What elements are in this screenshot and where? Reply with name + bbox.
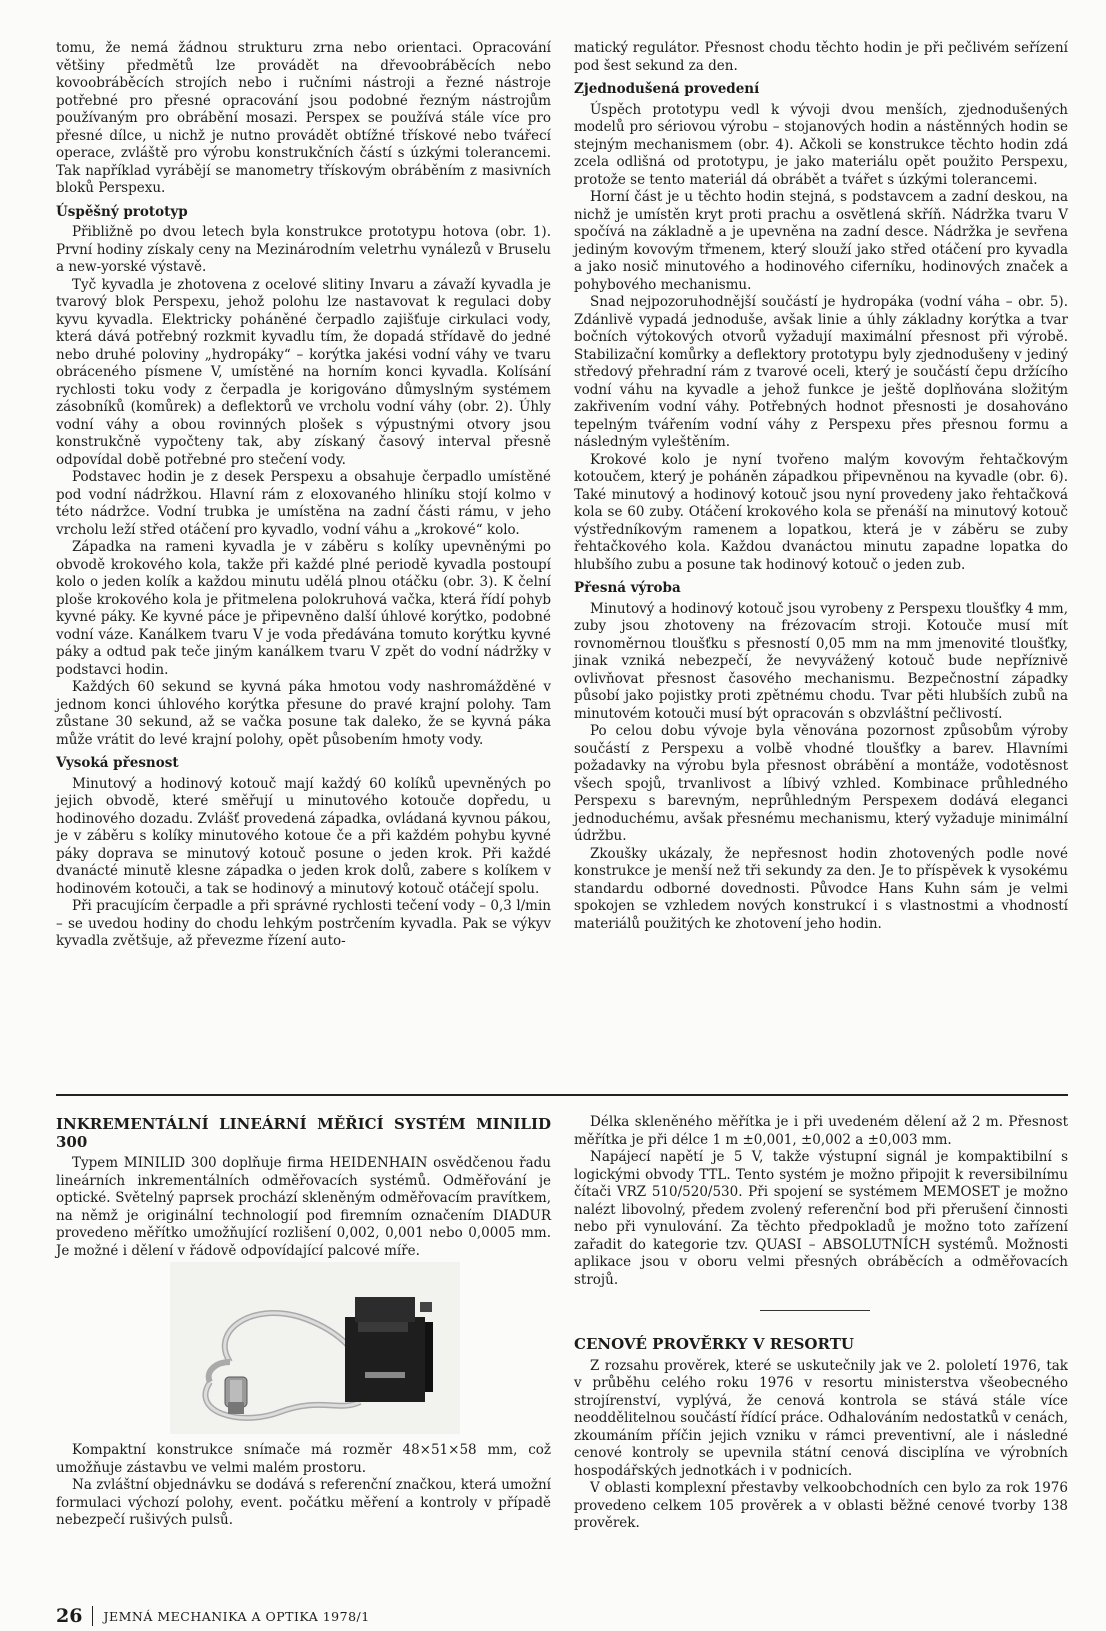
paragraph: matický regulátor. Přesnost chodu těchto hodin je při pečlivém seřízení pod šest sekund za den. — [574, 40, 1068, 74]
paragraph: Úspěch prototypu vedl k vývoji dvou menších, zjednodušených modelů pro sériovou výrobu – stojanových hodin a nástěnných hodin se stejným mechanismem (obr. 4). Ačkoli se konstrukce těchto hodin zdá zcela odlišná od prototypu, je jako materiálu opět použito Perspexu, protože se tento materiál dá obrábět a tvářet s úzkými tolerancemi. — [574, 101, 1068, 188]
paragraph: Přibližně po dvou letech byla konstrukce prototypu hotova (obr. 1). První hodiny získaly ceny na Mezinárodním veletrhu vynálezů v Bruselu a new-yorské výstavě. — [56, 224, 551, 275]
subheading-production: Přesná výroba — [574, 580, 681, 596]
paragraph: Při pracujícím čerpadle a při správné rychlosti tečení vody – 0,3 l/min – se uvedou hodiny do chodu lehkým postrčením kyvadla. Pak se výkyv kyvadla zvětšuje, až převezme řízení auto- — [56, 898, 551, 949]
paragraph: Horní část je u těchto hodin stejná, s podstavcem a zadní deskou, na nichž je umístěn kryt proti prachu a osvětlená skříň. Nádržka tvaru V spočívá na základně a je upevněna na zadní desce. Nádržka je sevřena jediným kovovým třmenem, který slouží jako střed otáčení pro kyvadla a jako nosič minutového a hodinového ciferníku, hodinových značek a pohybového mechanismu. — [574, 189, 1068, 293]
product-photo — [170, 1262, 460, 1434]
price-review-article — [574, 1336, 1068, 1533]
article-column-left — [56, 40, 551, 951]
paragraph: Napájecí napětí je 5 V, takže výstupní signál je kompaktibilní s logickými obvody TTL. Tento systém je možno připojit k reversibilnímu čítači VRZ 510/520/530. Při spojení se systémem MEMOSET je možno nalézt libovolný, předem zvolený referenční bod při přerušení činnosti nebo při vynulování. Za těchto předpokladů je možno toto zařízení zařadit do kategorie tzv. QUASI – ABSOLUTNÍCH systémů. Možnosti aplikace jsou v oboru velmi přesných obráběcích a odměřovacích strojů. — [574, 1149, 1068, 1288]
paragraph: Na zvláštní objednávku se dodává s referenční značkou, která umožní formulaci výchozí polohy, event. počátku měření a kontroly v případě nebezpečí rušivých pulsů. — [56, 1477, 551, 1528]
article-title-price-review: CENOVÉ PROVĚRKY V RESORTU — [574, 1335, 854, 1353]
paragraph: Typem MINILID 300 doplňuje firma HEIDENHAIN osvědčenou řadu lineárních inkrementálních odměřovacích systémů. Odměřování je optické. Světelný paprsek prochází skleněným odměřovacím pravítkem, na němž je originální technologií pod firemním označením DIADUR provedeno měřítko umožňující rozlišení 0,002, 0,001 nebo 0,0005 mm. Je možné i dělení v řádově odpovídající palcové míře. — [56, 1155, 551, 1259]
paragraph: Krokové kolo je nyní tvořeno malým kovovým řehtačkovým kotoučem, který je poháněn západkou připevněnou na kyvadle (obr. 6). Také minutový a hodinový kotouč jsou nyní provedeny jako řehtačková kola se 60 zuby. Otáčení krokového kola se přenáší na minutový kotouč výstředníkovým ramenem a lopatkou, která je v záběru se zuby řehtačkového kola. Každou dvanáctou minutu zapadne lopatka do hlubšího zubu a posune tak hodinový kotouč o jeden zub. — [574, 451, 1068, 573]
photo-caption — [56, 1442, 551, 1530]
page-footer — [56, 1605, 370, 1627]
paragraph: Zkoušky ukázaly, že nepřesnost hodin zhotovených podle nové konstrukce je menší než tři sekundy za den. Je to příspěvek k vysokému standardu odborné dovednosti. Původce Hans Kuhn sám je velmi spokojen se vzhledem nových konstrukcí i s vlastnostmi a vhodností materiálů použitých ke zhotovení jeho hodin. — [574, 845, 1068, 932]
paragraph: Minutový a hodinový kotouč mají každý 60 kolíků upevněných po jejich obvodě, které směřují u minutového kotouče dopředu, u hodinového dozadu. Zvlášť provedená západka, ovládaná kyvnou pákou, je v záběru s kolíky minutového kotoue če a při každém pohybu kyvné páky doprava se minutový kotouč posune o jeden krok. Při každé dvanácté minutě klesne západka o jeden krok dolů, zabere s kolíkem v hodinovém kotouči, a tak se hodinový a minutový kotouč otáčejí spolu. — [56, 775, 551, 897]
footer-separator — [92, 1606, 93, 1626]
paragraph: Kompaktní konstrukce snímače má rozměr 48×51×58 mm, což umožňuje zástavbu ve velmi malém prostoru. — [56, 1442, 551, 1476]
paragraph: Minutový a hodinový kotouč jsou vyrobeny z Perspexu tloušťky 4 mm, zuby jsou zhotoveny na frézovacím stroji. Kotouče musí mít rovnoměrnou tloušťku s přesností 0,05 mm na mm jmenovité tloušťky, jinak vzniká nebezpečí, že nevyvážený kotouč bude nepříznivě ovlivňovat přesnost časového mechanismu. Bezpečnostní západky působí jako pojistky proti zpětnému chodu. Tvar pěti hlubších zubů na minutovém kotouči musí být opracován s obzvláštní pečlivostí. — [574, 600, 1068, 722]
paragraph: tomu, že nemá žádnou strukturu zrna nebo orientaci. Opracování většiny předmětů lze provádět na dřevoobráběcích nebo kovoobráběcích strojích nebo i ručními nástroji a řezné nástroje potřebné pro přesné opracování jsou podobné řezným nástrojům používaným pro obrábění mosazi. Perspex se používá stále více pro přesné dílce, u nichž je nutno provádět obtížné třískové nebo tvářecí operace, zvláště pro výrobu konstrukčních částí s úzkými tolerancemi. Tak například vyrábějí se manometry třískovým obráběním z masivních bloků Perspexu. — [56, 40, 551, 196]
section-divider — [56, 1094, 1068, 1096]
minilid-article — [56, 1116, 551, 1260]
article-title-minilid: INKREMENTÁLNÍ LINEÁRNÍ MĚŘICÍ SYSTÉM MINILID 300 — [56, 1115, 551, 1151]
paragraph: V oblasti komplexní přestavby velkoobchodních cen bylo za rok 1976 provedeno celkem 105 prověrek a v oblasti běžné cenové tvorby 138 prověrek. — [574, 1480, 1068, 1531]
paragraph: Po celou dobu vývoje byla věnována pozornost způsobům výroby součástí z Perspexu a volbě vhodné tloušťky a barev. Hlavními požadavky na výrobu byla přesnost obrábění a montáže, vodotěsnost všech spojů, trvanlivost a líbivý vzhled. Kombinace průhledného Perspexu s barevným, neprůhledným Perspexem dodává eleganci jednoduchému, avšak přesnému mechanismu, který vyžaduje minimální údržbu. — [574, 723, 1068, 844]
subheading-prototype: Úspěšný prototyp — [56, 203, 188, 220]
paragraph: Západka na rameni kyvadla je v záběru s kolíky upevněnými po obvodě krokového kola, takže při každé plné periodě kyvadla postoupí kolo o jeden kolík a každou minutu udělá plnou otáčku (obr. 3). K čelní ploše krokového kola je přitmelena polokruhová vačka, která řídí pohyb kyvné páky. Ke kyvné páce je připevněno další úhlové korýtko, podobné vodní váze. Kanálkem tvaru V je voda předávána tomuto korýtku kyvné páky a odtud pak teče jiným kanálkem tvaru V zpět do vodní nádržky v podstavci hodin. — [56, 539, 551, 678]
journal-name: JEMNÁ MECHANIKA A OPTIKA 1978/1 — [103, 1608, 370, 1624]
subheading-simplified: Zjednodušená provedení — [574, 81, 760, 97]
article-column-right — [574, 40, 1068, 933]
paragraph: Délka skleněného měřítka je i při uvedeném dělení až 2 m. Přesnost měřítka je při délce 1 m ±0,001, ±0,002 a ±0,003 mm. — [574, 1114, 1068, 1148]
subheading-precision: Vysoká přesnost — [56, 755, 179, 771]
paragraph: Tyč kyvadla je zhotovena z ocelové slitiny Invaru a závaží kyvadla je tvarový blok Perspexu, jehož polohu lze nastavovat k regulaci doby kyvu kyvadla. Elektricky poháněné čerpadlo zajišťuje cirkulaci vody, která dává potřebný rozkmit kyvadlu tím, že dopadá střídavě do jedné nebo druhé poloviny „hydropáky“ – korýtka jakési vodní váhy ve tvaru obráceného písmene V, umístěné na horním konci kyvadla. Kolísání rychlosti toku vody z čerpadla je korigováno důmyslným systémem zásobníků (komůrek) a deflektorů ve vrcholu vodní váhy (obr. 2). Úhly vodní váhy a obou rovinných plošek s výpustnými otvory jsou konstrukčně vypočteny tak, aby získaný časový interval přesně odpovídal době potřebné pro stečení vody. — [56, 276, 551, 468]
paragraph: Každých 60 sekund se kyvná páka hmotou vody nashromážděné v jednom konci úhlového korýtka přesune do pravé krajní polohy. Tam zůstane 30 sekund, až se vačka posune tak daleko, že se kyvná páka může vrátit do levé krajní polohy, opět působením hmoty vody. — [56, 679, 551, 748]
encoder-photo-illustration — [170, 1262, 460, 1434]
minilid-article-continued — [574, 1114, 1068, 1289]
paragraph: Snad nejpozoruhodnější součástí je hydropáka (vodní váha – obr. 5). Zdánlivě vypadá jednoduše, avšak linie a úhly základny korýtka a tvar bočních výtokových otvorů vyžadují maximální přesnost při výrobě. Stabilizační komůrky a deflektory prototypu byly zjednodušeny v jediný středový přehradní rám z tvarové oceli, který je součástí čepu držícího vodní váhu na kyvadle a jehož funkce je ještě doplňována složitým zakřivením vodní váhy. Potřebných hodnot přesnosti je dosahováno tepelným tvářením vodní váhy z Perspexu přes přesnou formu a následným vyleštěním. — [574, 294, 1068, 450]
paragraph: Z rozsahu prověrek, které se uskutečnily jak ve 2. pololetí 1976, tak v průběhu celého roku 1976 v resortu ministerstva všeobecného strojírenství, vyplývá, že cenová kontrola se stává stále více neoddělitelnou součástí řídící práce. Odhalováním nedostatků v cenách, zkoumáním příčin jejich vzniku v rámci preventivní, ale i následné cenové kontroly se upevnila státní cenová disciplína ve výrobních hospodářských jednotkách i v podnicích. — [574, 1357, 1068, 1479]
page-number: 26 — [56, 1605, 83, 1627]
short-divider — [760, 1310, 870, 1311]
paragraph: Podstavec hodin je z desek Perspexu a obsahuje čerpadlo umístěné pod vodní nádržkou. Hlavní rám z eloxovaného hliníku stojí kolmo v této nádržce. Vodní trubka je umístěna na zadní části rámu, v jeho vrcholu leží střed otáčení pro kyvadlo, vodní váhu a „krokové“ kolo. — [56, 469, 551, 538]
